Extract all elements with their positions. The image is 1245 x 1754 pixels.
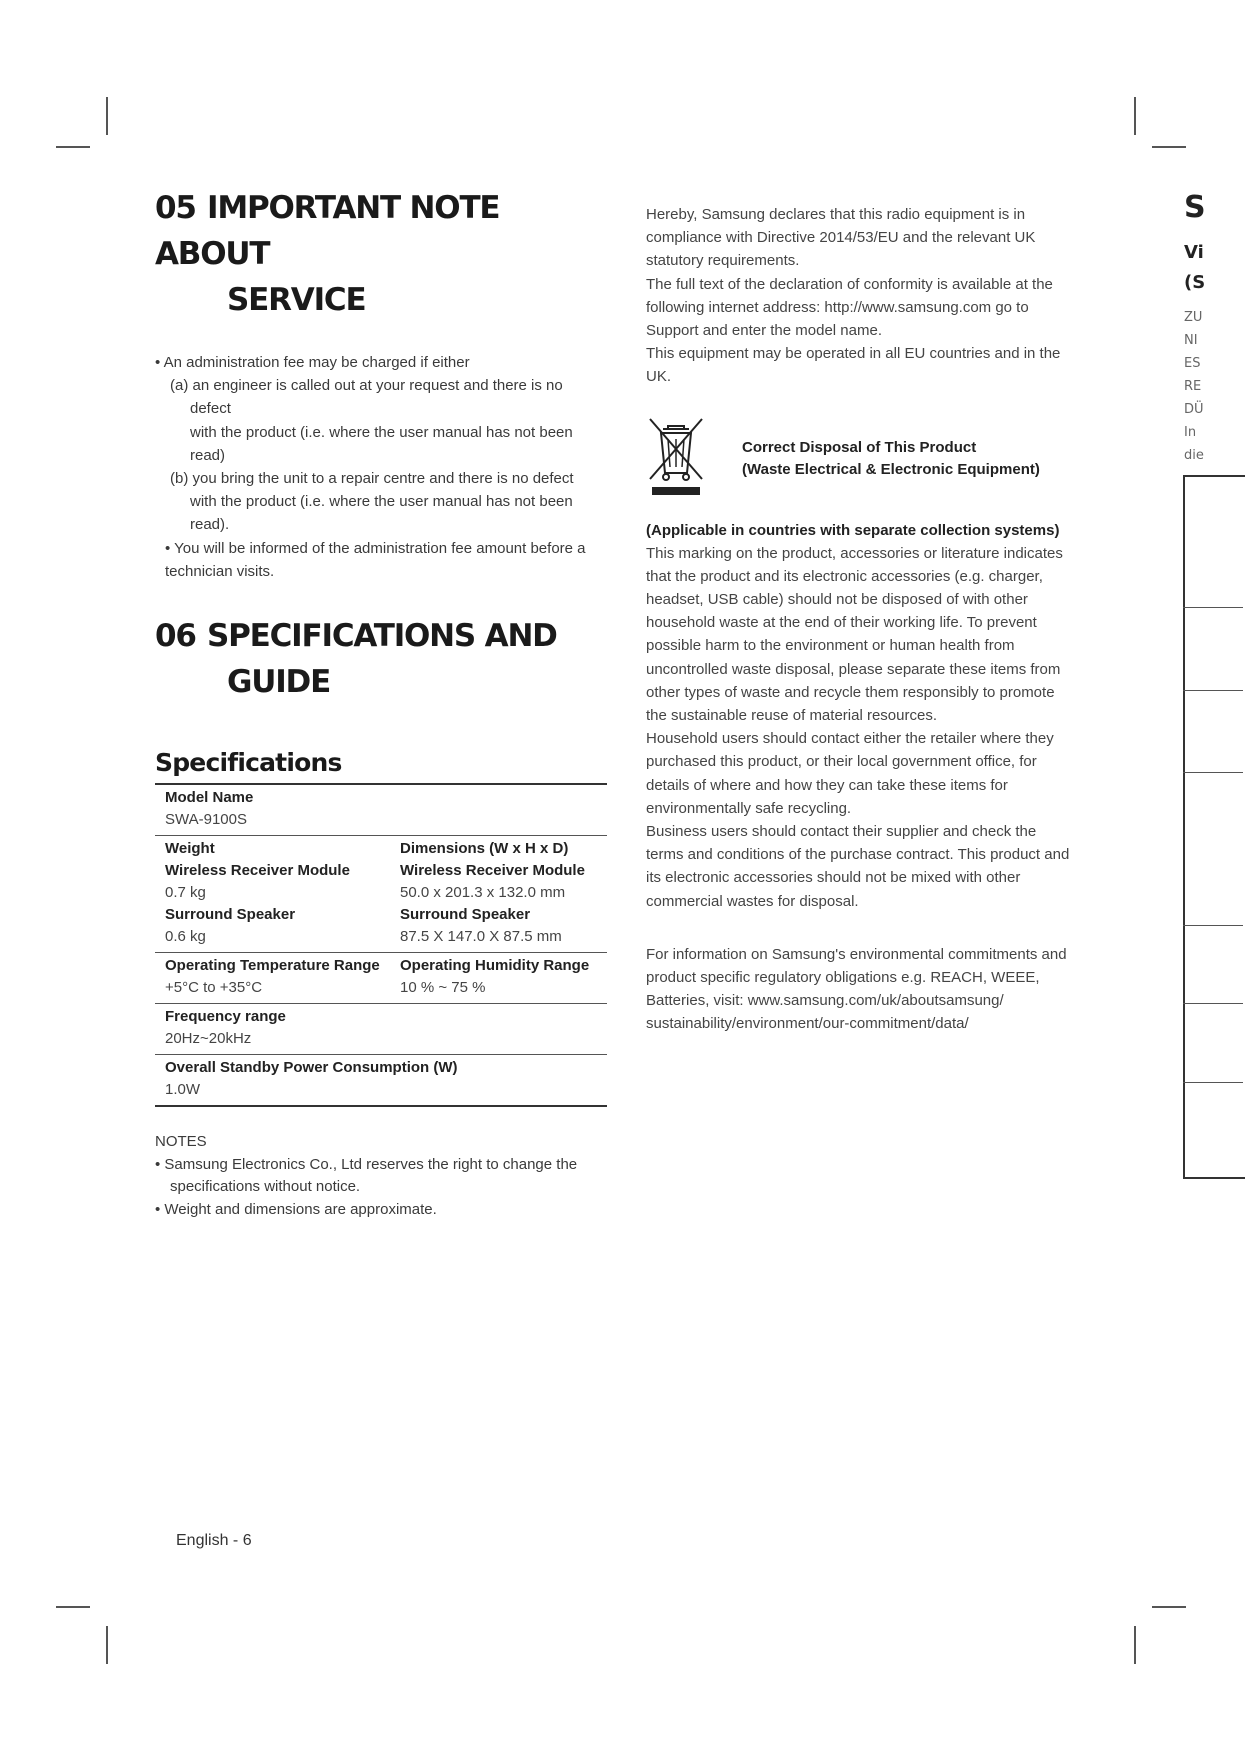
section-06-number: 06 xyxy=(155,618,196,655)
disposal-paragraph-1: This marking on the product, accessories or literature indicates that the product and its electronic accessories (e.g. charger, headset, USB cable) should not be disposed of with other household waste at the end of their working life. To prevent possible harm to the environment or human health from uncontrolled waste disposal, please separate these items from other types of waste and recycle them responsibly to promote the sustainable reuse of material resources. xyxy=(646,544,1063,725)
next-page-text-peek: die xyxy=(1184,448,1204,463)
declaration-paragraph-1: Hereby, Samsung declares that this radio equipment is in compliance with Directive 2014/53/EU and the relevant UK statutory requirements. xyxy=(646,206,1036,270)
crop-mark-top-right-v xyxy=(1134,97,1136,135)
frequency-label: Frequency range xyxy=(165,1008,286,1026)
next-page-subheading-peek: Vi xyxy=(1184,242,1204,263)
section-05-title-line1: IMPORTANT NOTE ABOUT xyxy=(155,190,500,272)
right-column xyxy=(646,203,1071,1036)
declaration-paragraph-2: The full text of the declaration of conformity is available at the following internet address: http://www.samsung.com go to Support and enter the model name. xyxy=(646,275,1053,340)
model-name-value: SWA-9100S xyxy=(165,811,247,829)
next-page-text-peek: ZU xyxy=(1184,310,1203,325)
spec-operating-block xyxy=(155,953,607,1004)
section-06-title-line2: GUIDE xyxy=(227,664,331,701)
standby-label: Overall Standby Power Consumption (W) xyxy=(165,1059,458,1077)
next-page-text-peek: In xyxy=(1184,425,1197,440)
crossed-out-wheelie-bin-icon xyxy=(646,417,706,497)
spec-frequency-block xyxy=(155,1004,607,1055)
wrm-weight-value: 0.7 kg xyxy=(165,884,206,902)
service-sub-a-line1: (a) an engineer is called out at your request and there is no defect xyxy=(170,377,563,418)
service-notes xyxy=(155,351,607,583)
next-page-table-peek xyxy=(1183,475,1245,1179)
section-05-title xyxy=(155,185,607,323)
standby-value: 1.0W xyxy=(165,1081,201,1099)
section-06-title-line1: SPECIFICATIONS AND xyxy=(207,618,557,655)
next-page-table-rule xyxy=(1183,772,1243,773)
disposal-applicable: (Applicable in countries with separate collection systems) xyxy=(646,521,1060,539)
notes-section xyxy=(155,1131,607,1221)
service-sub-b-line2: with the product (i.e. where the user manual has not been xyxy=(190,493,573,511)
surround-weight-value: 0.6 kg xyxy=(165,928,206,946)
disposal-title-line1: Correct Disposal of This Product xyxy=(742,438,977,456)
crop-mark-bottom-left-h xyxy=(56,1606,90,1608)
humidity-value: 10 % ~ 75 % xyxy=(400,979,486,997)
service-sub-b-line1: (b) you bring the unit to a repair centre and there is no defect xyxy=(170,470,574,488)
next-page-text-peek: DÜ xyxy=(1184,402,1204,417)
next-page-subheading2-peek: (S xyxy=(1184,272,1206,293)
next-page-text-peek: NI xyxy=(1184,333,1198,348)
service-bullet-2: • You will be informed of the administration fee amount before a technician visits. xyxy=(165,539,586,580)
service-sub-a-line3: read) xyxy=(190,446,226,464)
service-sub-a-line2: with the product (i.e. where the user manual has not been xyxy=(190,423,573,441)
surround-dimensions-label: Surround Speaker xyxy=(400,906,531,924)
temperature-value: +5°C to +35°C xyxy=(165,979,263,997)
next-page-table-rule xyxy=(1183,1003,1243,1004)
next-page-text-peek: RE xyxy=(1184,379,1202,394)
note-1: • Samsung Electronics Co., Ltd reserves the right to change the specifications without notice. xyxy=(155,1155,578,1196)
wrm-dimensions-value: 50.0 x 201.3 x 132.0 mm xyxy=(400,884,566,902)
disposal-paragraph-2: Household users should contact either the retailer where they purchased this product, or their local government office, for details of where and how they can take these items for environmentally safe recycling. xyxy=(646,730,1054,817)
surround-dimensions-value: 87.5 X 147.0 X 87.5 mm xyxy=(400,928,562,946)
disposal-title-line2: (Waste Electrical & Electronic Equipment) xyxy=(742,460,1040,478)
frequency-value: 20Hz~20kHz xyxy=(165,1030,252,1048)
next-page-text-peek: ES xyxy=(1184,356,1201,371)
temperature-label: Operating Temperature Range xyxy=(165,957,380,975)
disposal-title xyxy=(742,437,1040,481)
notes-heading: NOTES xyxy=(155,1133,207,1151)
note-2: • Weight and dimensions are approximate. xyxy=(155,1200,437,1218)
disposal-paragraph-3: Business users should contact their supplier and check the terms and conditions of the purchase contract. This product and its electronic accessories should not be mixed with other commercial wastes for disposal. xyxy=(646,823,1070,910)
specifications-heading: Specifications xyxy=(155,748,342,778)
wrm-weight-label: Wireless Receiver Module xyxy=(165,862,350,880)
service-bullet-1: • An administration fee may be charged if either xyxy=(155,354,470,371)
spec-standby-block xyxy=(155,1055,607,1105)
specifications-table xyxy=(155,783,607,1107)
declaration-paragraph-3: This equipment may be operated in all EU countries and in the UK. xyxy=(646,345,1061,386)
page-footer: English - 6 xyxy=(176,1532,252,1549)
model-name-label: Model Name xyxy=(165,789,254,807)
next-page-heading-peek: S xyxy=(1184,190,1206,225)
spec-model-block xyxy=(155,785,607,836)
dimensions-label: Dimensions (W x H x D) xyxy=(400,840,569,858)
section-05-title-line2: SERVICE xyxy=(227,282,366,318)
crop-mark-top-left-h xyxy=(56,146,90,148)
next-page-table-rule xyxy=(1183,925,1243,926)
section-06-title xyxy=(155,613,607,705)
weight-label: Weight xyxy=(165,840,215,858)
crop-mark-bottom-left-v xyxy=(106,1626,108,1664)
wrm-dimensions-label: Wireless Receiver Module xyxy=(400,862,585,880)
crop-mark-top-right-h xyxy=(1152,146,1186,148)
crop-mark-bottom-right-v xyxy=(1134,1626,1136,1664)
next-page-table-rule xyxy=(1183,690,1243,691)
disposal-header xyxy=(646,417,1071,513)
crop-mark-top-left-v xyxy=(106,97,108,135)
left-column xyxy=(155,185,607,1221)
service-sub-b-line3: read). xyxy=(190,516,230,534)
environment-paragraph: For information on Samsung's environmental commitments and product specific regulatory obligations e.g. REACH, WEEE, Batteries, visit: www.samsung.com/uk/aboutsamsung/ sustainability/environment/our-commitment/data/ xyxy=(646,945,1067,1033)
crop-mark-bottom-right-h xyxy=(1152,1606,1186,1608)
section-05-number: 05 xyxy=(155,190,196,226)
humidity-label: Operating Humidity Range xyxy=(400,957,590,975)
next-page-table-rule xyxy=(1183,1082,1243,1083)
surround-weight-label: Surround Speaker xyxy=(165,906,296,924)
spec-weight-dimensions-block xyxy=(155,836,607,953)
next-page-table-rule xyxy=(1183,607,1243,608)
